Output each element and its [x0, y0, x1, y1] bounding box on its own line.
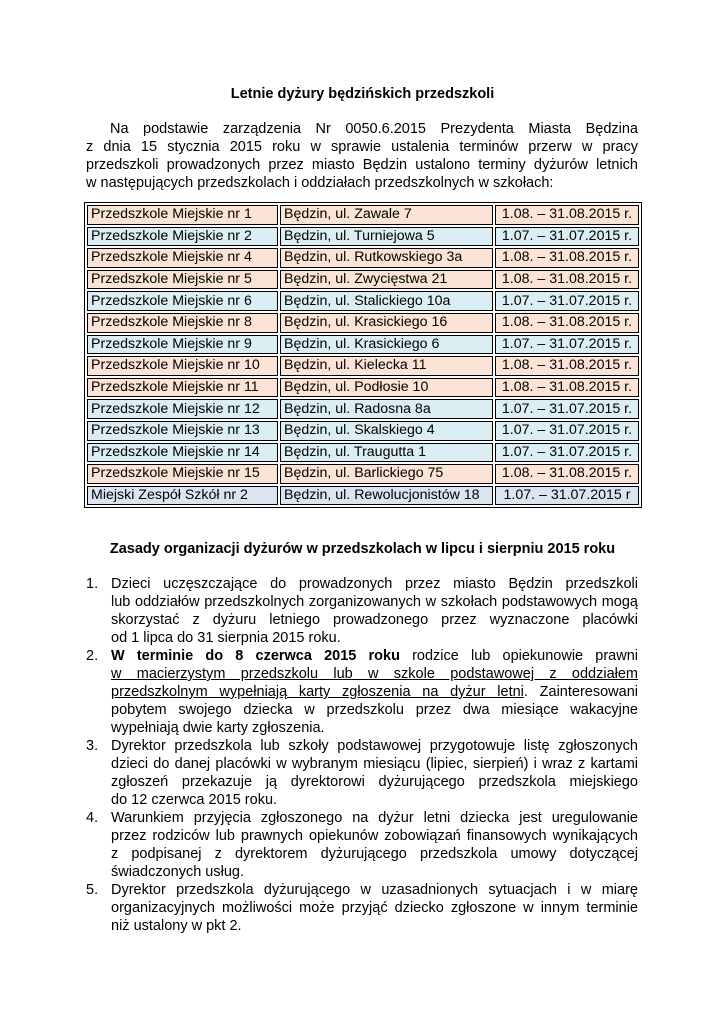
duty-period-cell: 1.07. – 31.07.2015 r. [495, 335, 639, 355]
address-cell: Będzin, ul. Rewolucjonistów 18 [280, 486, 493, 506]
duty-period-cell: 1.08. – 31.08.2015 r. [495, 205, 639, 225]
rule-text: rodzice lub opiekunowie prawni [399, 648, 638, 664]
schedule-row [87, 421, 639, 441]
schedule-row [87, 291, 639, 311]
institution-name-cell: Przedszkole Miejskie nr 4 [87, 248, 278, 268]
schedule-row [87, 378, 639, 398]
rule-line: przez rodziców lub prawnych opiekunów zobowiązań finansowych wynikających [111, 828, 638, 844]
rule-number: 2. [86, 648, 99, 664]
schedule-row [87, 486, 639, 506]
rule-number: 5. [86, 882, 99, 898]
rule-line [111, 683, 638, 701]
address-cell: Będzin, ul. Traugutta 1 [280, 443, 493, 463]
rule-line: świadczonych usług. [111, 864, 244, 880]
rule-line: wypełniają dwie karty zgłoszenia. [111, 720, 325, 736]
rule-line: lub oddziałów przedszkolnych zorganizowanych w szkołach podstawowych mogą [111, 594, 638, 610]
duty-period-cell: 1.08. – 31.08.2015 r. [495, 270, 639, 290]
address-cell: Będzin, ul. Turniejowa 5 [280, 227, 493, 247]
institution-name-cell: Przedszkole Miejskie nr 10 [87, 356, 278, 376]
intro-line: przedszkoli prowadzonych przez miasto Będzin ustalono terminy dyżurów letnich [86, 157, 638, 173]
address-cell: Będzin, ul. Skalskiego 4 [280, 421, 493, 441]
underlined-text: w macierzystym przedszkolu lub w szkole podstawowej z oddziałem [111, 666, 638, 682]
address-cell: Będzin, ul. Zawale 7 [280, 205, 493, 225]
intro-line: Na podstawie zarządzenia Nr 0050.6.2015 Prezydenta Miasta Będzina [110, 121, 638, 137]
rule-line: organizacyjnych możliwości może przyjąć dziecko zgłoszone w innym terminie [111, 900, 638, 916]
intro-line: z dnia 15 stycznia 2015 roku w sprawie ustalenia terminów przerw w pracy [86, 139, 638, 155]
schedule-row [87, 205, 639, 225]
address-cell: Będzin, ul. Krasickiego 6 [280, 335, 493, 355]
institution-name-cell: Przedszkole Miejskie nr 5 [87, 270, 278, 290]
document-title: Letnie dyżury będzińskich przedszkoli [230, 86, 495, 102]
institution-name-cell: Przedszkole Miejskie nr 1 [87, 205, 278, 225]
address-cell: Będzin, ul. Krasickiego 16 [280, 313, 493, 333]
rule-item [86, 737, 638, 809]
duty-period-cell: 1.07. – 31.07.2015 r. [495, 421, 639, 441]
institution-name-cell: Przedszkole Miejskie nr 6 [87, 291, 278, 311]
rule-line: dzieci do danej placówki w wybranym miesiącu (lipiec, sierpień) i wraz z kartami [111, 756, 638, 772]
rule-item [86, 575, 638, 647]
schedule-row [87, 464, 639, 484]
rule-line: do 12 czerwca 2015 roku. [111, 792, 278, 808]
duty-period-cell: 1.08. – 31.08.2015 r. [495, 356, 639, 376]
institution-name-cell: Przedszkole Miejskie nr 9 [87, 335, 278, 355]
rule-text: . Zainteresowani [523, 684, 638, 700]
address-cell: Będzin, ul. Kielecka 11 [280, 356, 493, 376]
duty-period-cell: 1.08. – 31.08.2015 r. [495, 378, 639, 398]
address-cell: Będzin, ul. Radosna 8a [280, 399, 493, 419]
duty-period-cell: 1.08. – 31.08.2015 r. [495, 464, 639, 484]
rules-list [86, 575, 638, 935]
rule-line: od 1 lipca do 31 sierpnia 2015 roku. [111, 630, 341, 646]
address-cell: Będzin, ul. Barlickiego 75 [280, 464, 493, 484]
rule-item [86, 881, 638, 935]
schedule-row [87, 335, 639, 355]
rule-line: skorzystać z dyżuru letniego prowadzonego przez wyznaczone placówki [111, 612, 638, 628]
institution-name-cell: Przedszkole Miejskie nr 8 [87, 313, 278, 333]
duty-period-cell: 1.07. – 31.07.2015 r. [495, 399, 639, 419]
rule-line: zgłoszeń przekazuje ją dyrektorowi dyżurującego przedszkola miejskiego [111, 774, 638, 790]
duty-period-cell: 1.08. – 31.08.2015 r. [495, 313, 639, 333]
duty-schedule-table [84, 202, 642, 508]
schedule-row [87, 443, 639, 463]
rule-item [86, 647, 638, 737]
schedule-row [87, 248, 639, 268]
institution-name-cell: Przedszkole Miejskie nr 11 [87, 378, 278, 398]
schedule-row [87, 399, 639, 419]
rule-line [111, 647, 638, 665]
deadline-text: W terminie do 8 czerwca 2015 roku [111, 648, 400, 664]
duty-period-cell: 1.07. – 31.07.2015 r. [495, 227, 639, 247]
rule-number: 4. [86, 810, 99, 826]
institution-name-cell: Przedszkole Miejskie nr 15 [87, 464, 278, 484]
schedule-row [87, 313, 639, 333]
rule-line [111, 665, 638, 683]
duty-period-cell: 1.07. – 31.07.2015 r. [495, 443, 639, 463]
duty-period-cell: 1.07. – 31.07.2015 r [495, 486, 639, 506]
rule-item [86, 809, 638, 881]
intro-line: w następujących przedszkolach i oddziałach przedszkolnych w szkołach: [86, 175, 554, 191]
rule-line: z podpisanej z dyrektorem dyżurującego przedszkola umowy dotyczącej [111, 846, 638, 862]
address-cell: Będzin, ul. Zwycięstwa 21 [280, 270, 493, 290]
duty-period-cell: 1.07. – 31.07.2015 r. [495, 291, 639, 311]
address-cell: Będzin, ul. Podłosie 10 [280, 378, 493, 398]
institution-name-cell: Przedszkole Miejskie nr 2 [87, 227, 278, 247]
rule-number: 3. [86, 738, 99, 754]
rule-line: pobytem swojego dziecka w przedszkolu przez dwa miesiące wakacyjne [111, 702, 638, 718]
schedule-row [87, 270, 639, 290]
rules-heading: Zasady organizacji dyżurów w przedszkolach w lipcu i sierpniu 2015 roku [109, 541, 616, 557]
institution-name-cell: Przedszkole Miejskie nr 12 [87, 399, 278, 419]
rule-line: niż ustalony w pkt 2. [111, 918, 242, 934]
underlined-text: przedszkolnym wypełniają karty zgłoszenia na dyżur letni [111, 684, 524, 700]
intro-paragraph [86, 120, 638, 192]
address-cell: Będzin, ul. Rutkowskiego 3a [280, 248, 493, 268]
institution-name-cell: Miejski Zespół Szkół nr 2 [87, 486, 278, 506]
schedule-row [87, 356, 639, 376]
rule-line: Dyrektor przedszkola lub szkoły podstawowej przygotowuje listę zgłoszonych [111, 738, 638, 754]
institution-name-cell: Przedszkole Miejskie nr 13 [87, 421, 278, 441]
duty-period-cell: 1.08. – 31.08.2015 r. [495, 248, 639, 268]
schedule-row [87, 227, 639, 247]
rule-line: Dzieci uczęszczające do prowadzonych przez miasto Będzin przedszkoli [111, 576, 638, 592]
rule-number: 1. [86, 576, 99, 592]
rule-line: Warunkiem przyjęcia zgłoszonego na dyżur letni dziecka jest uregulowanie [111, 810, 638, 826]
rule-line: Dyrektor przedszkola dyżurującego w uzasadnionych sytuacjach i w miarę [111, 882, 638, 898]
institution-name-cell: Przedszkole Miejskie nr 14 [87, 443, 278, 463]
address-cell: Będzin, ul. Stalickiego 10a [280, 291, 493, 311]
